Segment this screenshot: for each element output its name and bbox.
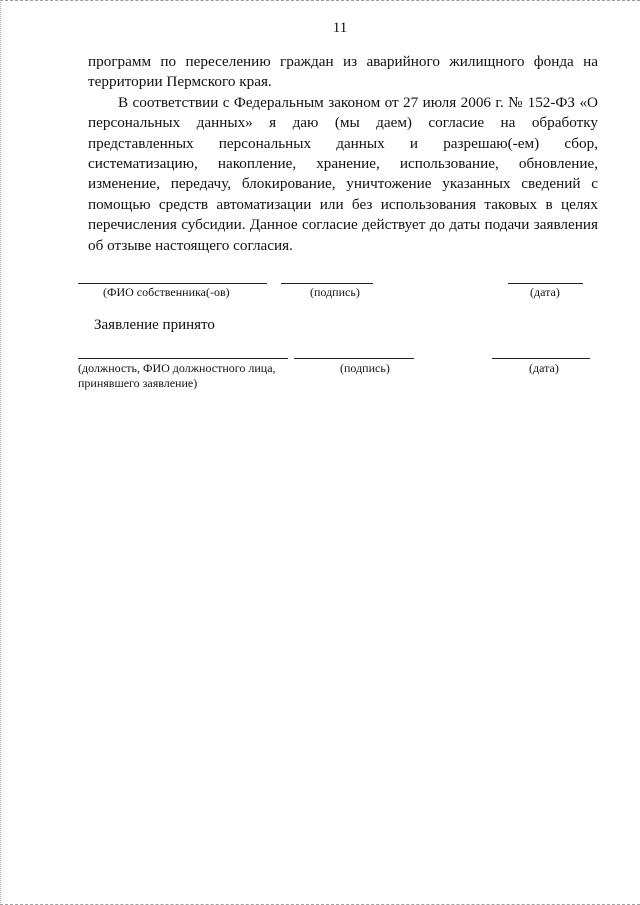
scan-edge-top (0, 0, 640, 3)
application-accepted-label: Заявление принято (94, 317, 215, 333)
owner-date-caption: (дата) (530, 285, 560, 299)
owner-name-line (78, 283, 267, 284)
official-signature-caption: (подпись) (340, 361, 390, 375)
owner-signature-line (281, 283, 373, 284)
official-name-line (78, 358, 288, 359)
owner-name-caption: (ФИО собственника(-ов) (103, 285, 230, 299)
consent-text (88, 52, 598, 256)
official-signature-line (294, 358, 414, 359)
owner-signature-caption: (подпись) (310, 285, 360, 299)
scan-edge-left (0, 0, 3, 905)
paragraph-continuation: программ по переселению граждан из аварийного жилищного фонда на территории Пермского края. (88, 53, 598, 91)
official-date-line (492, 358, 590, 359)
paragraph-consent: В соответствии с Федеральным законом от 27 июля 2006 г. № 152-ФЗ «О персональных данных» я даю (мы даем) согласие на обработку представленных персональных данных и разрешаю(-ем) сбор, систематизацию, накопление, хранение, использование, обновление, изменение, передачу, блокирование, уничтожение указанных сведений с помощью средств автоматизации или без использования таковых в целях перечисления субсидии. Данное согласие действует до даты подачи заявления об отзыве настоящего согласия. (88, 93, 598, 254)
page-number: 11 (332, 20, 348, 36)
official-name-caption: (должность, ФИО должностного лица, принявшего заявление) (78, 361, 276, 390)
official-date-caption: (дата) (529, 361, 559, 375)
owner-date-line (508, 283, 583, 284)
